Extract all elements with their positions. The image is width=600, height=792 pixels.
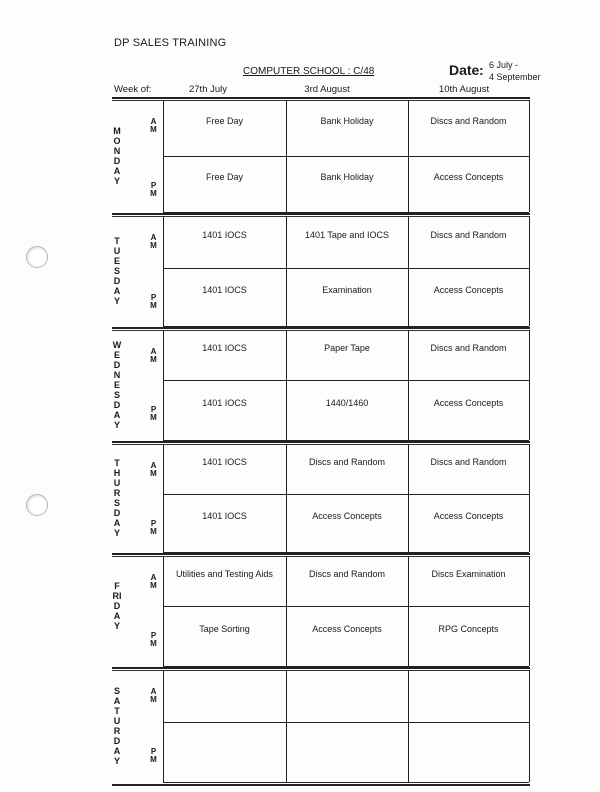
pm-label: PM: [150, 631, 157, 648]
schedule-cell: Discs Examination: [431, 569, 506, 579]
document-title: DP SALES TRAINING: [114, 37, 227, 49]
date-range-start: 6 July -: [489, 60, 519, 70]
day-separator: [112, 441, 530, 443]
schedule-cell: Access Concepts: [433, 285, 504, 295]
column-divider: [286, 330, 287, 440]
column-divider: [529, 670, 530, 782]
pm-label: PM: [150, 519, 157, 536]
column-divider: [163, 216, 164, 326]
week-of-label: Week of:: [114, 84, 152, 95]
am-label: AM: [150, 461, 157, 478]
punch-hole: [26, 494, 48, 516]
row-divider: [163, 268, 529, 269]
schedule-cell: 1401 IOCS: [202, 398, 247, 408]
column-divider: [286, 444, 287, 552]
day-label-friday: FRIDAY: [112, 581, 122, 631]
am-label: AM: [150, 233, 157, 250]
schedule-cell: 1401 IOCS: [202, 285, 247, 295]
schedule-cell: 1401 Tape and IOCS: [305, 230, 389, 240]
column-divider: [529, 444, 530, 552]
schedule-cell: Utilities and Testing Aids: [176, 569, 273, 579]
day-separator: [112, 97, 530, 99]
column-divider: [163, 330, 164, 440]
week-header: 3rd August: [304, 84, 350, 95]
column-divider: [163, 556, 164, 666]
schedule-cell: Bank Holiday: [320, 116, 374, 126]
day-label-thursday: THURSDAY: [113, 458, 121, 538]
schedule-cell: Free Day: [205, 172, 243, 182]
column-divider: [408, 100, 409, 212]
date-label: Date: [449, 62, 480, 78]
row-divider: [163, 606, 529, 607]
am-label: AM: [150, 573, 157, 590]
date-colon: :: [479, 62, 484, 78]
column-divider: [408, 216, 409, 326]
day-separator: [112, 213, 530, 215]
row-divider: [163, 722, 529, 723]
day-separator: [112, 553, 530, 555]
pm-label: PM: [150, 181, 157, 198]
day-separator: [112, 444, 530, 445]
schedule-cell: 1440/1460: [325, 398, 369, 408]
schedule-cell: Discs and Random: [430, 116, 507, 126]
punch-hole: [26, 246, 48, 268]
column-divider: [286, 100, 287, 212]
column-divider: [163, 100, 164, 212]
column-divider: [529, 100, 530, 212]
pm-label: PM: [150, 747, 157, 764]
schedule-cell: Access Concepts: [312, 624, 382, 634]
day-label-monday: MONDAY: [113, 126, 121, 186]
week-header: 27th July: [188, 84, 228, 95]
schedule-cell: Free Day: [205, 116, 243, 126]
pm-label: PM: [150, 405, 157, 422]
column-divider: [163, 670, 164, 782]
row-divider: [163, 156, 529, 157]
schedule-cell: RPG Concepts: [438, 624, 499, 634]
column-divider: [408, 330, 409, 440]
schedule-cell: 1401 IOCS: [202, 343, 247, 353]
am-label: AM: [150, 687, 157, 704]
column-divider: [286, 670, 287, 782]
school-name: COMPUTER SCHOOL : C/48: [243, 66, 375, 77]
am-label: AM: [150, 347, 157, 364]
column-divider: [408, 556, 409, 666]
schedule-cell: 1401 IOCS: [202, 230, 247, 240]
day-label-wednesday: WEDNESDAY: [112, 340, 122, 430]
day-separator: [112, 556, 530, 557]
column-divider: [529, 330, 530, 440]
day-separator: [112, 330, 530, 331]
schedule-cell: Discs and Random: [308, 457, 386, 467]
row-divider: [163, 380, 529, 381]
schedule-cell: Examination: [322, 285, 372, 295]
schedule-cell: Discs and Random: [430, 230, 507, 240]
column-divider: [529, 556, 530, 666]
table-bottom-rule: [112, 784, 530, 786]
column-divider: [408, 670, 409, 782]
schedule-cell: Access Concepts: [433, 511, 504, 521]
schedule-cell: 1401 IOCS: [202, 457, 247, 467]
day-separator: [112, 667, 530, 669]
schedule-cell: 1401 IOCS: [202, 511, 247, 521]
column-divider: [286, 216, 287, 326]
schedule-cell: Access Concepts: [312, 511, 382, 521]
day-separator: [112, 216, 530, 217]
schedule-cell: Discs and Random: [430, 343, 507, 353]
column-divider: [408, 444, 409, 552]
day-separator: [112, 327, 530, 329]
pm-label: PM: [150, 293, 157, 310]
day-separator: [112, 670, 530, 671]
schedule-cell: Access Concepts: [433, 398, 504, 408]
schedule-cell: Tape Sorting: [199, 624, 250, 634]
column-divider: [529, 216, 530, 326]
row-divider: [163, 494, 529, 495]
week-header: 10th August: [438, 84, 490, 95]
column-divider: [163, 444, 164, 552]
day-label-tuesday: TUESDAY: [113, 236, 121, 306]
schedule-cell: Paper Tape: [324, 343, 370, 353]
schedule-cell: Discs and Random: [430, 457, 507, 467]
day-separator: [112, 100, 530, 101]
row-divider: [163, 782, 529, 783]
schedule-cell: Discs and Random: [308, 569, 386, 579]
schedule-cell: Bank Holiday: [320, 172, 374, 182]
am-label: AM: [150, 117, 157, 134]
schedule-cell: Access Concepts: [433, 172, 504, 182]
column-divider: [286, 556, 287, 666]
date-range-end: 4 September: [489, 72, 541, 82]
day-label-saturday: SATURDAY: [113, 686, 121, 766]
